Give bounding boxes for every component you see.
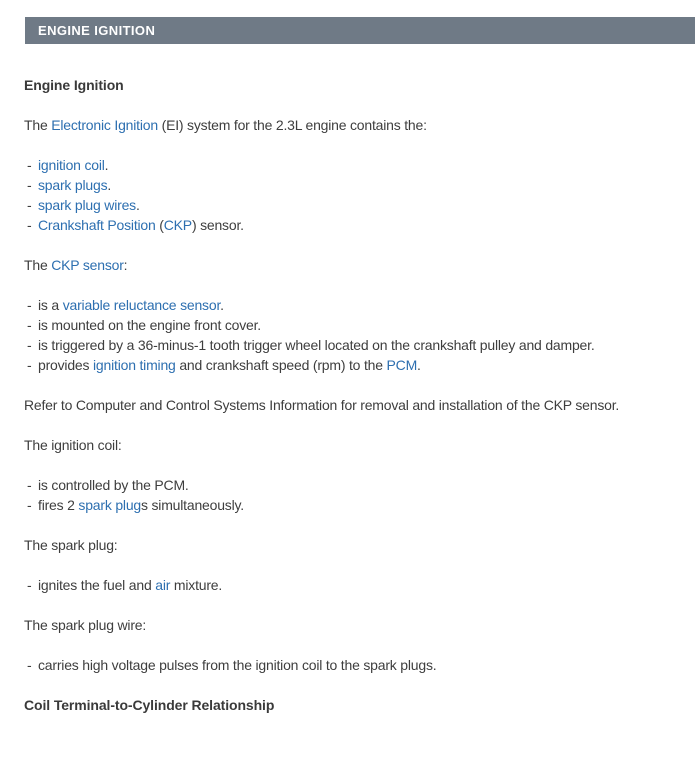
list-dash: - xyxy=(27,157,32,173)
list-dash: - xyxy=(27,217,32,233)
heading-coil-terminal-relationship: Coil Terminal-to-Cylinder Relationship xyxy=(24,697,275,713)
list-item-text xyxy=(38,355,421,375)
list-item xyxy=(24,335,687,355)
text-segment: : xyxy=(123,257,128,273)
list-item xyxy=(24,575,687,595)
link-pcm[interactable]: PCM xyxy=(386,357,418,373)
list-item xyxy=(24,215,687,235)
list-item xyxy=(24,315,687,335)
text-segment: The xyxy=(24,117,52,133)
link-electronic-ignition[interactable]: Electronic Ignition xyxy=(51,117,158,133)
text-segment: Refer to Computer and Control Systems Information for removal and installation of the CKP sensor. xyxy=(24,397,620,413)
list-item-text xyxy=(38,175,111,195)
link-spark-plug[interactable]: spark plug xyxy=(78,497,142,513)
text-segment: . xyxy=(417,357,421,373)
text-segment: ) sensor. xyxy=(191,217,244,233)
list-item-text xyxy=(38,215,244,235)
paragraph-ignition-coil xyxy=(24,435,687,455)
list-ei-components xyxy=(24,155,687,235)
list-item-text xyxy=(38,315,261,335)
text-segment: The spark plug: xyxy=(24,537,118,553)
text-segment: . xyxy=(220,297,224,313)
list-dash: - xyxy=(27,577,32,593)
list-item xyxy=(24,195,687,215)
text-segment: . xyxy=(104,157,109,173)
paragraph-spark-plug-wire xyxy=(24,615,687,635)
list-item-text xyxy=(38,475,189,495)
list-item xyxy=(24,475,687,495)
list-item xyxy=(24,655,687,675)
link-crankshaft-position[interactable]: Crankshaft Position xyxy=(38,217,156,233)
list-dash: - xyxy=(27,657,32,673)
list-item-text xyxy=(38,155,108,175)
text-segment: is a xyxy=(38,297,63,313)
text-segment: . xyxy=(107,177,112,193)
list-item xyxy=(24,355,687,375)
list-item-text xyxy=(38,195,140,215)
list-dash: - xyxy=(27,297,32,313)
list-item-text xyxy=(38,335,595,355)
text-segment: The spark plug wire: xyxy=(24,617,147,633)
text-segment: The xyxy=(24,257,52,273)
text-segment: is triggered by a 36-minus-1 tooth trigger wheel located on the crankshaft pulley and damper. xyxy=(38,337,595,353)
list-item-text xyxy=(38,495,244,515)
list-item-text xyxy=(38,295,224,315)
text-segment: carries high voltage pulses from the ignition coil to the spark plugs. xyxy=(38,657,437,673)
text-segment: (EI) system for the 2.3L engine contains the: xyxy=(157,117,427,133)
text-segment: mixture. xyxy=(170,577,223,593)
list-item xyxy=(24,175,687,195)
paragraph-ei-system xyxy=(24,115,687,135)
text-segment: is mounted on the engine front cover. xyxy=(38,317,261,333)
text-segment: provides xyxy=(38,357,94,373)
list-item xyxy=(24,155,687,175)
heading-engine-ignition: Engine Ignition xyxy=(24,77,124,93)
text-segment: is controlled by the PCM. xyxy=(38,477,189,493)
text-segment: and crankshaft speed (rpm) to the xyxy=(175,357,387,373)
list-item xyxy=(24,295,687,315)
list-ckp-details xyxy=(24,295,687,375)
paragraph-ckp-sensor xyxy=(24,255,687,275)
link-variable-reluctance-sensor[interactable]: variable reluctance sensor xyxy=(62,297,221,313)
link-spark-plug-wires[interactable]: spark plug wires xyxy=(38,197,136,213)
link-spark-plugs[interactable]: spark plugs xyxy=(38,177,108,193)
text-segment: ignites the fuel and xyxy=(38,577,156,593)
document-body xyxy=(0,75,699,765)
list-dash: - xyxy=(27,497,32,513)
list-dash: - xyxy=(27,177,32,193)
list-dash: - xyxy=(27,197,32,213)
list-item-text xyxy=(38,655,436,675)
section-header-bar xyxy=(25,17,695,44)
list-item-text xyxy=(38,575,222,595)
link-ckp-sensor[interactable]: CKP sensor xyxy=(51,257,124,273)
paragraph-spark-plug xyxy=(24,535,687,555)
text-segment: s simultaneously. xyxy=(141,497,244,513)
text-segment: . xyxy=(135,197,140,213)
link-ignition-timing[interactable]: ignition timing xyxy=(93,357,176,373)
link-ignition-coil[interactable]: ignition coil xyxy=(38,157,105,173)
link-ckp[interactable]: CKP xyxy=(163,217,192,233)
section-header-title: ENGINE IGNITION xyxy=(38,23,156,38)
text-segment: The ignition coil: xyxy=(24,437,122,453)
text-segment: fires 2 xyxy=(38,497,79,513)
list-item xyxy=(24,495,687,515)
list-spark-plug-details xyxy=(24,575,687,595)
list-ignition-coil-details xyxy=(24,475,687,515)
list-dash: - xyxy=(27,337,32,353)
text-segment: ( xyxy=(155,217,164,233)
list-dash: - xyxy=(27,357,32,373)
list-dash: - xyxy=(27,317,32,333)
paragraph-refer xyxy=(24,395,687,415)
list-dash: - xyxy=(27,477,32,493)
list-spark-plug-wire-details xyxy=(24,655,687,675)
link-air[interactable]: air xyxy=(155,577,171,593)
